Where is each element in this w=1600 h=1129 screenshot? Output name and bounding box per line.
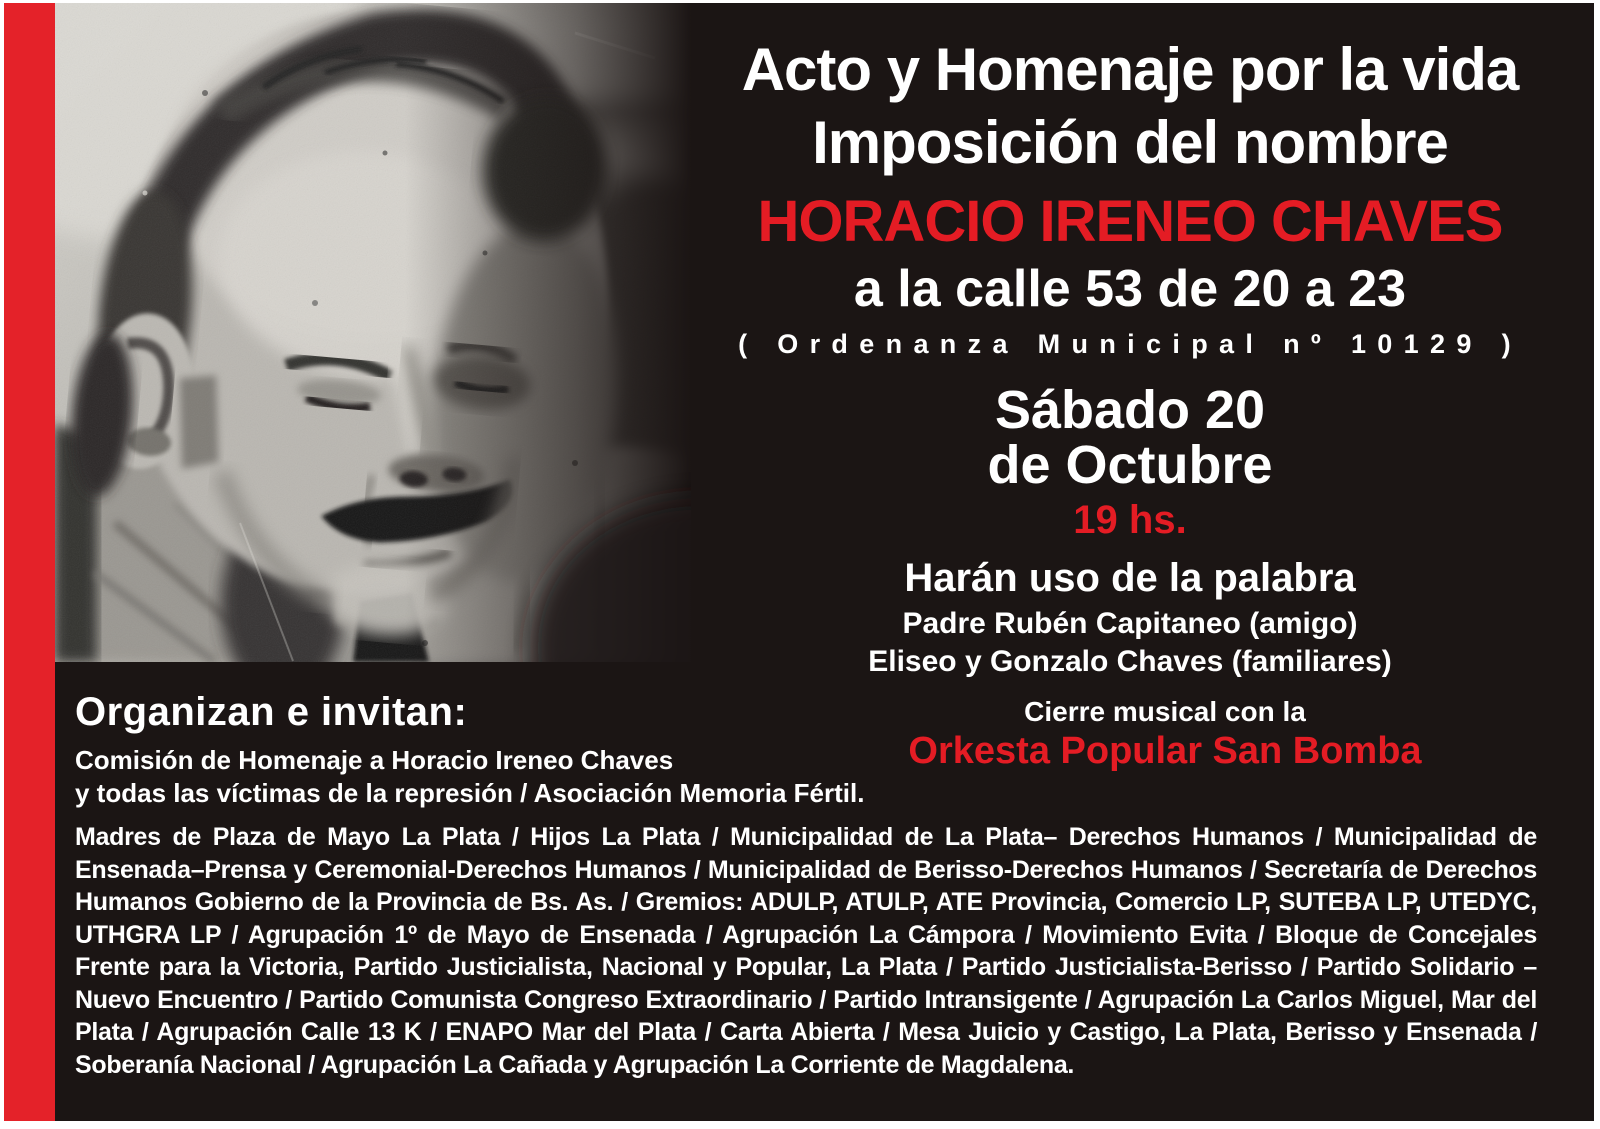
title-line-2: Imposición del nombre [812,109,1448,176]
organizers-heading: Organizan e invitan: [75,690,468,734]
portrait-photo-svg [55,3,691,662]
closing-band-name: Orkesta Popular San Bomba [908,730,1422,772]
speakers-heading: Harán uso de la palabra [904,556,1356,600]
event-date-line-1: Sábado 20 [994,380,1266,440]
closing-intro: Cierre musical con la [1024,696,1306,727]
organizers-block [75,689,895,810]
event-title [680,33,1580,179]
street-line: a la calle 53 de 20 a 23 [853,260,1407,318]
supporters-paragraph: Madres de Plaza de Mayo La Plata / Hijos La Plata / Municipalidad de La Plata– Derechos Humanos / Municipalidad de Ensenada–Prensa y Ceremonial-Derechos Humanos / Municipalidad de Berisso-Derechos Humanos / Secretaría de Derechos Humanos Gobierno de la Provincia de Bs. As. / Gremios: ADULP, ATULP, ATE Provincia, Comercio LP, SUTEBA LP, UTEDYC, UTHGRA LP / Agrupación 1º de Mayo de Ensenada / Agrupación La Cámpora / Movimiento Evita / Bloque de Concejales Frente para la Victoria, Partido Justicialista, Nacional y Popular, La Plata / Partido Justicialista-Berisso / Partido Solidario – Nuevo Encuentro / Partido Comunista Congreso Extraordinario / Partido Intransigente / Agrupación La Carlos Miguel, Mar del Plata / Agrupación Calle 13 K / ENAPO Mar del Plata / Carta Abierta / Mesa Juicio y Castigo, La Plata, Berisso y Ensenada / Soberanía Nacional / Agrupación La Cañada y Agrupación La Corriente de Magdalena. [75,823,1537,1079]
poster-canvas [4,3,1594,1121]
red-stripe [4,3,55,1121]
event-date-line-2: de Octubre [987,435,1273,495]
musical-closing [890,695,1440,773]
speaker-line: Eliseo y Gonzalo Chaves (familiares) [868,645,1392,678]
speaker-line: Padre Rubén Capitaneo (amigo) [902,607,1358,640]
event-time: 19 hs. [1073,498,1187,542]
organizers-line-2: y todas las víctimas de la represión / Asociación Memoria Fértil. [75,778,865,808]
event-date [680,380,1580,495]
organizers-line-1: Comisión de Homenaje a Horacio Ireneo Chaves [75,745,674,775]
title-line-1: Acto y Homenaje por la vida [741,36,1519,103]
ordinance-line: ( Ordenanza Municipal nº 10129 ) [738,329,1522,359]
portrait-photo [55,3,691,662]
honoree-name: HORACIO IRENEO CHAVES [757,189,1503,254]
speakers-list [680,605,1580,681]
